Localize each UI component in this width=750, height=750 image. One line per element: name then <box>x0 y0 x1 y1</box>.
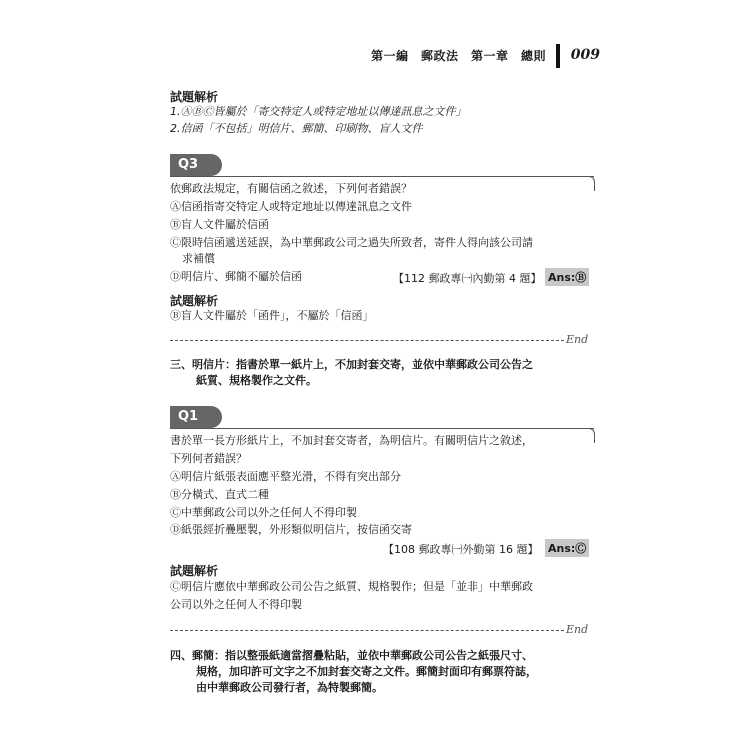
question-box-corner <box>588 176 595 191</box>
page-header <box>330 44 600 68</box>
analysis-line: Ⓒ明信片應依中華郵政公司公告之紙質、規格製作；但是「並非」中華郵政 <box>170 580 533 593</box>
answer-badge: Ans:Ⓑ <box>545 268 589 286</box>
page-number: 009 <box>570 47 600 63</box>
analysis-line: 公司以外之任何人不得印製 <box>170 598 302 611</box>
question-stem: 書於單一長方形紙片上，不加封套交寄者，為明信片。有關明信片之敘述， <box>170 434 533 447</box>
question-source: 【108 郵政專㈠外勤第 16 題】 <box>383 543 539 556</box>
question-box-corner <box>588 428 595 443</box>
end-rule <box>170 340 564 342</box>
question-rule <box>170 176 594 177</box>
definition-line: 由中華郵政公司發行者，為特製郵簡。 <box>196 681 383 694</box>
option-c: Ⓒ限時信函遞送延誤，為中華郵政公司之過失所致者，寄件人得向該公司請 <box>170 236 533 249</box>
option-c: Ⓒ中華郵政公司以外之任何人不得印製 <box>170 506 357 519</box>
option-b: Ⓑ分橫式、直式二種 <box>170 488 269 501</box>
question-stem: 依郵政法規定，有關信函之敘述，下列何者錯誤？ <box>170 182 412 195</box>
end-label: End <box>566 333 589 346</box>
option-d: Ⓓ明信片、郵簡不屬於信函 <box>170 270 302 283</box>
end-label: End <box>566 623 589 636</box>
question-tab-q3: Q3 <box>170 154 222 176</box>
option-a: Ⓐ信函指寄交特定人或特定地址以傳達訊息之文件 <box>170 200 412 213</box>
option-d: Ⓓ紙張經折疊壓製，外形類似明信片，按信函交寄 <box>170 523 412 536</box>
option-b: Ⓑ盲人文件屬於信函 <box>170 218 269 231</box>
running-title: 第一編 郵政法 第一章 總則 <box>370 49 546 63</box>
analysis-line: Ⓑ盲人文件屬於「函件」，不屬於「信函」 <box>170 309 374 322</box>
question-tab-q1: Q1 <box>170 406 222 428</box>
definition-line: 三、明信片：指書於單一紙片上，不加封套交寄，並依中華郵政公司公告之 <box>170 358 533 371</box>
analysis-heading: 試題解析 <box>170 90 219 104</box>
question-stem-continued: 下列何者錯誤？ <box>170 452 247 465</box>
definition-line: 規格，加印許可文字之不加封套交寄之文件。郵簡封面印有郵票符誌， <box>196 665 537 678</box>
definition-paragraph <box>170 648 595 696</box>
option-c-continued: 求補償 <box>182 252 215 265</box>
answer-badge: Ans:Ⓒ <box>545 539 589 557</box>
analysis-heading: 試題解析 <box>170 564 219 578</box>
definition-line: 四、郵簡：指以整張紙適當摺疊粘貼，並依中華郵政公司公告之紙張尺寸、 <box>170 649 533 662</box>
end-rule <box>170 630 564 632</box>
question-rule <box>170 428 594 429</box>
definition-paragraph <box>170 357 595 389</box>
header-divider <box>556 44 560 68</box>
analysis-line: 2.信函「不包括」明信片、郵簡、印刷物、盲人文件 <box>170 122 423 135</box>
question-source: 【112 郵政專㈠內勤第 4 題】 <box>393 272 542 285</box>
analysis-line: 1.ⒶⒷⒸ皆屬於「寄交特定人或特定地址以傳達訊息之文件」 <box>170 105 467 118</box>
analysis-heading: 試題解析 <box>170 294 219 308</box>
definition-line: 紙質、規格製作之文件。 <box>196 374 317 387</box>
option-a: Ⓐ明信片紙張表面應平整光滑，不得有突出部分 <box>170 470 401 483</box>
